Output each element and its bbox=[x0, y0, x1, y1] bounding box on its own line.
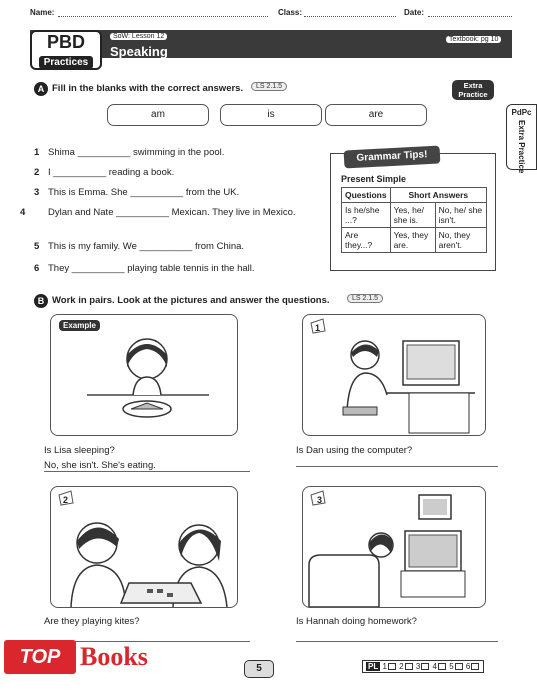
panel-question: Is Lisa sleeping? bbox=[44, 445, 115, 456]
word-option-are: are bbox=[325, 104, 427, 126]
pl-checkbox[interactable] bbox=[471, 663, 479, 670]
panel-question: Is Dan using the computer? bbox=[296, 445, 413, 456]
section-a-instruction: Fill in the blanks with the correct answers. bbox=[52, 83, 244, 94]
picture-panel-example bbox=[50, 314, 238, 436]
pl-checkbox[interactable] bbox=[455, 663, 463, 670]
exercise-item[interactable]: 1 Shima __________ swimming in the pool. bbox=[34, 147, 225, 158]
word-option-is: is bbox=[220, 104, 322, 126]
exercise-item[interactable]: 6 They __________ playing table tennis in the hall. bbox=[34, 263, 255, 274]
pl-checkbox[interactable] bbox=[421, 663, 429, 670]
picture-panel-3 bbox=[302, 486, 486, 608]
title-band bbox=[30, 30, 512, 58]
exercise-item[interactable]: 2 I __________ reading a book. bbox=[34, 167, 175, 178]
exercise-item[interactable]: 4 Dylan and Nate __________ Mexican. They live in Mexico. bbox=[20, 207, 296, 218]
section-a-standard: LS 2.1.5 bbox=[251, 82, 287, 91]
section-b-instruction: Work in pairs. Look at the pictures and answer the questions. bbox=[52, 295, 330, 306]
page-number: 5 bbox=[244, 660, 274, 678]
watermark-top: TOP bbox=[4, 640, 76, 674]
girl-eating-illustration bbox=[51, 315, 238, 436]
grammar-tips-box bbox=[330, 153, 496, 271]
example-label: Example bbox=[59, 320, 100, 331]
picture-panel-1 bbox=[302, 314, 486, 436]
textbook-ref: Textbook: pg 10 bbox=[446, 36, 501, 43]
side-tab: PdPc Extra Practice bbox=[506, 104, 537, 170]
class-label: Class: bbox=[278, 8, 303, 17]
name-line[interactable] bbox=[58, 16, 268, 17]
grammar-tips-subtitle: Present Simple bbox=[341, 174, 407, 184]
panel-question: Are they playing kites? bbox=[44, 616, 140, 627]
answer-line[interactable] bbox=[44, 471, 250, 472]
pl-level-tracker: PL 1 2 3 4 5 6 bbox=[362, 660, 484, 673]
pbd-logo: PBD Practices bbox=[30, 30, 102, 70]
panel-number: 2 bbox=[63, 495, 69, 505]
pl-checkbox[interactable] bbox=[405, 663, 413, 670]
exercise-item[interactable]: 5 This is my family. We __________ from China. bbox=[34, 241, 245, 252]
panel-answer: No, she isn't. She's eating. bbox=[44, 460, 156, 471]
section-b-standard: LS 2.1.5 bbox=[347, 294, 383, 303]
class-line[interactable] bbox=[304, 16, 396, 17]
watermark-books: Books bbox=[80, 642, 148, 671]
pl-checkbox[interactable] bbox=[388, 663, 396, 670]
panel-number: 3 bbox=[317, 495, 323, 505]
grammar-tips-title: Grammar Tips! bbox=[344, 146, 441, 169]
extra-practice-badge: Extra Practice bbox=[452, 80, 494, 100]
answer-line[interactable] bbox=[296, 641, 498, 642]
children-board-game-illustration bbox=[51, 487, 238, 608]
picture-panel-2 bbox=[50, 486, 238, 608]
panel-question: Is Hannah doing homework? bbox=[296, 616, 417, 627]
section-b-marker: B bbox=[34, 294, 48, 308]
date-line[interactable] bbox=[428, 16, 512, 17]
section-a-marker: A bbox=[34, 82, 48, 96]
date-label: Date: bbox=[404, 8, 425, 17]
girl-watching-tv-illustration bbox=[303, 487, 486, 608]
answer-line[interactable] bbox=[296, 466, 498, 467]
word-option-am: am bbox=[107, 104, 209, 126]
boy-computer-illustration bbox=[303, 315, 486, 436]
pl-checkbox[interactable] bbox=[438, 663, 446, 670]
page-title: Speaking bbox=[110, 44, 168, 59]
lesson-badge: SoW: Lesson 12 bbox=[110, 33, 167, 40]
exercise-item[interactable]: 3 This is Emma. She __________ from the UK. bbox=[34, 187, 240, 198]
grammar-tips-table: Questions Short Answers Is he/she ...? Yes, he/ she is. No, he/ she isn't. Are they...? Yes, they are. No, they aren't. bbox=[341, 187, 487, 253]
panel-number: 1 bbox=[315, 323, 321, 333]
name-label: Name: bbox=[30, 8, 55, 17]
